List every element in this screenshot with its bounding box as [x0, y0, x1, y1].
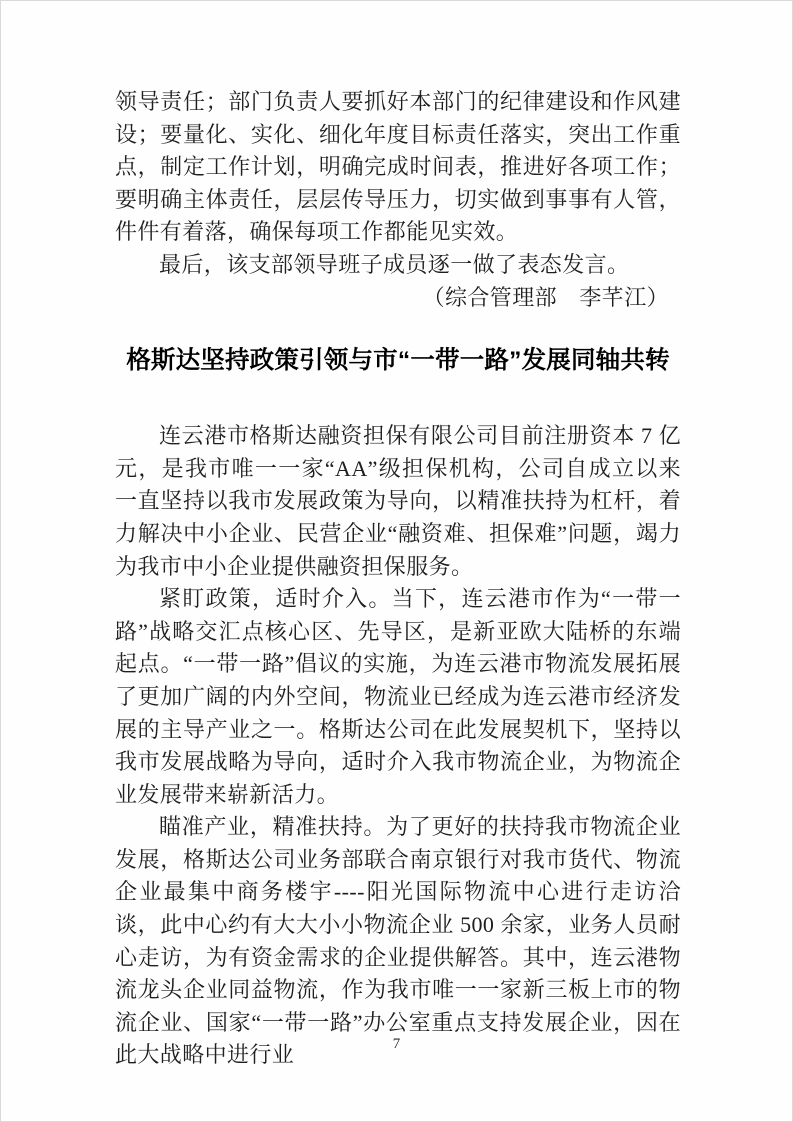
article-paragraph-3: 瞄准产业，精准扶持。为了更好的扶持我市物流企业发展，格斯达公司业务部联合南京银行对我市货代、物流企业最集中商务楼宇----阳光国际物流中心进行走访洽谈，此中心约有大大小小物流企业 500 余家，业务人员耐心走访，为有资金需求的企业提供解答。其中，连云港物流龙头企业同益物流，作为我市唯一一家新三板上市的物流企业、国家“一带一路”办公室重点支持发展企业，因在此大战略中进行业 — [115, 814, 681, 1068]
continued-paragraph: 领导责任；部门负责人要抓好本部门的纪律建设和作风建设；要量化、实化、细化年度目标责任落实，突出工作重点，制定工作计划，明确完成时间表，推进好各项工作；要明确主体责任，层层传导压力，切实做到事事有人管，件件有着落，确保每项工作都能见实效。 — [115, 89, 681, 245]
byline: （综合管理部 李芊江） — [422, 284, 669, 310]
page-number: 7 — [392, 1036, 401, 1052]
closing-line: 最后，该支部领导班子成员逐一做了表态发言。 — [159, 251, 630, 277]
text-column — [115, 86, 681, 1072]
article-title: 格斯达坚持政策引领与市“一带一路”发展同轴共转 — [126, 347, 670, 375]
article-paragraph-1: 连云港市格斯达融资担保有限公司目前注册资本 7 亿元，是我市唯一一家“AA”级担保机构，公司自成立以来一直坚持以我市发展政策为导向，以精准扶持为杠杆，着力解决中小企业、民营企业“融资难、担保难”问题，竭力为我市中小企业提供融资担保服务。 — [115, 423, 681, 579]
article-paragraph-2: 紧盯政策，适时介入。当下，连云港市作为“一带一路”战略交汇点核心区、先导区，是新亚欧大陆桥的东端起点。“一带一路”倡议的实施，为连云港市物流发展拓展了更加广阔的内外空间，物流业已经成为连云港市经济发展的主导产业之一。格斯达公司在此发展契机下，坚持以我市发展战略为导向，适时介入我市物流企业，为物流企业发展带来崭新活力。 — [115, 586, 681, 807]
